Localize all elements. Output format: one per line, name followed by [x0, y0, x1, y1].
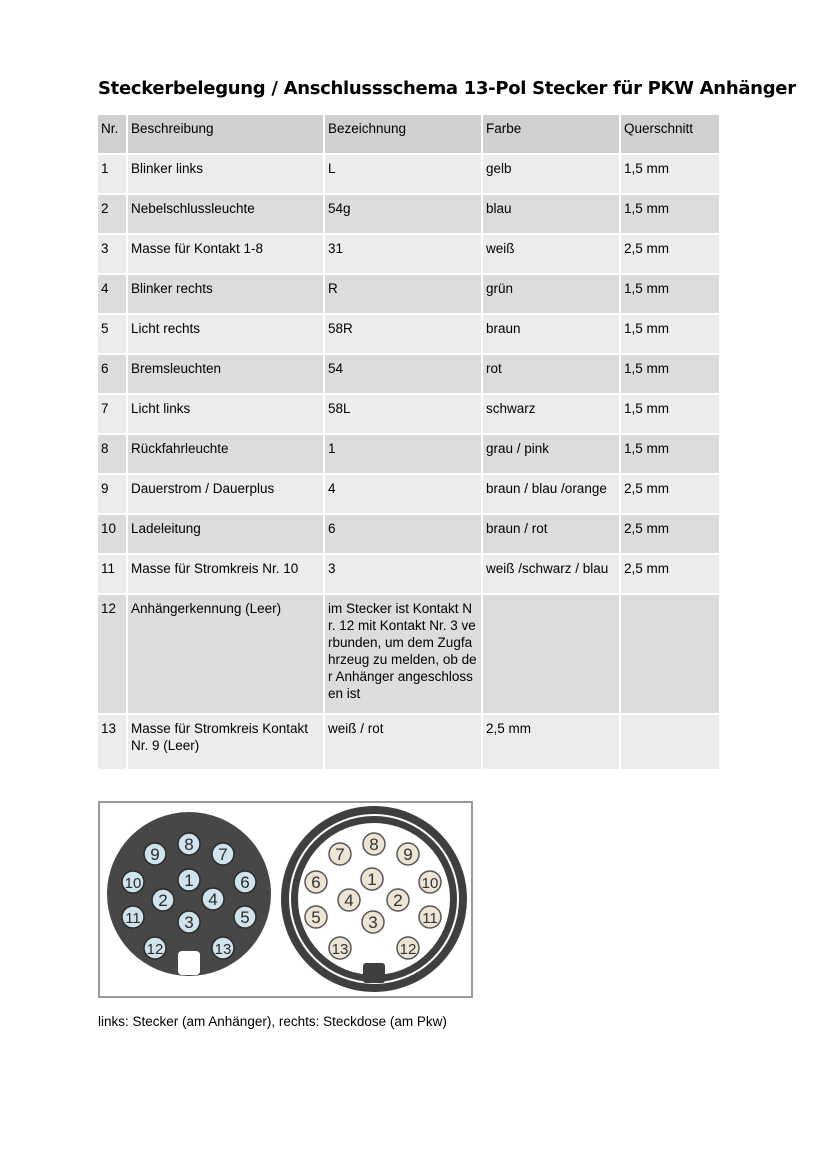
cell-querschnitt: 1,5 mm — [621, 275, 719, 315]
cell-querschnitt: 1,5 mm — [621, 155, 719, 195]
table-row — [98, 155, 719, 195]
cell-bezeichnung: 54g — [325, 195, 483, 235]
cell-beschreibung: Rückfahrleuchte — [128, 435, 325, 475]
cell-farbe: 2,5 mm — [483, 715, 621, 771]
cell-bezeichnung: 58R — [325, 315, 483, 355]
cell-querschnitt — [621, 595, 719, 715]
cell-beschreibung: Licht links — [128, 395, 325, 435]
cell-nr: 10 — [98, 515, 128, 555]
cell-nr: 12 — [98, 595, 128, 715]
cell-farbe: schwarz — [483, 395, 621, 435]
header-bezeichnung: Bezeichnung — [325, 115, 483, 155]
table-row — [98, 395, 719, 435]
table-row — [98, 555, 719, 595]
plug-drawing — [107, 812, 271, 976]
plug-pin-label-6: 6 — [240, 873, 250, 892]
pin-assignment-table — [98, 115, 719, 771]
cell-farbe: braun / blau /orange — [483, 475, 621, 515]
cell-bezeichnung: im Stecker ist Kontakt Nr. 12 mit Kontakt Nr. 3 verbunden, um dem Zugfahrzeug zu melden, ob der Anhänger angeschlossen ist — [325, 595, 483, 715]
table-row — [98, 595, 719, 715]
cell-farbe: grün — [483, 275, 621, 315]
table-header-row — [98, 115, 719, 155]
table-row — [98, 275, 719, 315]
plug-key-notch — [178, 951, 200, 975]
cell-querschnitt: 2,5 mm — [621, 235, 719, 275]
cell-farbe — [483, 595, 621, 715]
socket-pin-label-10: 10 — [421, 875, 439, 892]
socket-key — [363, 963, 385, 983]
table-row — [98, 195, 719, 235]
cell-beschreibung: Blinker rechts — [128, 275, 325, 315]
cell-beschreibung: Dauerstrom / Dauerplus — [128, 475, 325, 515]
cell-farbe: rot — [483, 355, 621, 395]
socket-pin-label-8: 8 — [369, 835, 379, 854]
socket-pin-label-9: 9 — [403, 845, 413, 864]
cell-beschreibung: Bremsleuchten — [128, 355, 325, 395]
connector-diagram — [98, 801, 473, 998]
cell-bezeichnung: 6 — [325, 515, 483, 555]
page-title: Steckerbelegung / Anschlussschema 13-Pol Stecker für PKW Anhänger — [98, 78, 796, 99]
cell-bezeichnung: 31 — [325, 235, 483, 275]
cell-nr: 4 — [98, 275, 128, 315]
cell-farbe: weiß — [483, 235, 621, 275]
cell-bezeichnung: 58L — [325, 395, 483, 435]
header-beschreibung: Beschreibung — [128, 115, 325, 155]
cell-nr: 6 — [98, 355, 128, 395]
cell-beschreibung: Licht rechts — [128, 315, 325, 355]
cell-beschreibung: Masse für Stromkreis Kontakt Nr. 9 (Leer) — [128, 715, 325, 771]
cell-querschnitt: 2,5 mm — [621, 475, 719, 515]
cell-bezeichnung: 4 — [325, 475, 483, 515]
socket-pin-label-5: 5 — [311, 908, 321, 927]
plug-pin-label-3: 3 — [184, 913, 194, 932]
table-row — [98, 515, 719, 555]
socket-drawing — [281, 806, 467, 992]
header-farbe: Farbe — [483, 115, 621, 155]
cell-beschreibung: Masse für Stromkreis Nr. 10 — [128, 555, 325, 595]
socket-pin-label-11: 11 — [422, 910, 438, 927]
cell-farbe: gelb — [483, 155, 621, 195]
plug-pin-label-11: 11 — [125, 910, 141, 927]
plug-pin-label-1: 1 — [184, 871, 194, 890]
cell-farbe: braun / rot — [483, 515, 621, 555]
plug-pin-label-5: 5 — [240, 908, 250, 927]
cell-farbe: blau — [483, 195, 621, 235]
plug-pin-label-10: 10 — [124, 875, 142, 892]
cell-querschnitt: 1,5 mm — [621, 355, 719, 395]
socket-pin-label-1: 1 — [367, 870, 377, 889]
cell-nr: 13 — [98, 715, 128, 771]
plug-pin-label-12: 12 — [146, 941, 164, 958]
cell-nr: 9 — [98, 475, 128, 515]
cell-beschreibung: Masse für Kontakt 1-8 — [128, 235, 325, 275]
cell-querschnitt: 1,5 mm — [621, 435, 719, 475]
cell-nr: 3 — [98, 235, 128, 275]
cell-querschnitt: 1,5 mm — [621, 315, 719, 355]
plug-pin-label-13: 13 — [214, 941, 232, 958]
cell-bezeichnung: R — [325, 275, 483, 315]
cell-nr: 7 — [98, 395, 128, 435]
socket-pin-label-12: 12 — [399, 941, 417, 958]
socket-pin-label-13: 13 — [331, 941, 349, 958]
cell-querschnitt: 1,5 mm — [621, 395, 719, 435]
cell-bezeichnung: 1 — [325, 435, 483, 475]
cell-beschreibung: Anhängerkennung (Leer) — [128, 595, 325, 715]
plug-pin-label-8: 8 — [184, 835, 194, 854]
table-row — [98, 315, 719, 355]
cell-beschreibung: Ladeleitung — [128, 515, 325, 555]
socket-pin-label-3: 3 — [368, 913, 378, 932]
socket-pin-label-4: 4 — [344, 891, 354, 910]
cell-beschreibung: Nebelschlussleuchte — [128, 195, 325, 235]
cell-nr: 11 — [98, 555, 128, 595]
cell-querschnitt: 1,5 mm — [621, 195, 719, 235]
plug-pin-label-2: 2 — [158, 891, 168, 910]
header-querschnitt: Querschnitt — [621, 115, 719, 155]
cell-farbe: braun — [483, 315, 621, 355]
cell-nr: 1 — [98, 155, 128, 195]
plug-pin-label-4: 4 — [208, 890, 218, 909]
cell-querschnitt: 2,5 mm — [621, 515, 719, 555]
cell-nr: 2 — [98, 195, 128, 235]
table-row — [98, 715, 719, 771]
plug-pin-label-9: 9 — [150, 845, 160, 864]
table-row — [98, 355, 719, 395]
cell-farbe: grau / pink — [483, 435, 621, 475]
cell-beschreibung: Blinker links — [128, 155, 325, 195]
cell-nr: 8 — [98, 435, 128, 475]
socket-pin-label-7: 7 — [335, 845, 345, 864]
diagram-caption: links: Stecker (am Anhänger), rechts: Steckdose (am Pkw) — [98, 1014, 447, 1029]
header-nr: Nr. — [98, 115, 128, 155]
cell-bezeichnung: 3 — [325, 555, 483, 595]
table-row — [98, 435, 719, 475]
table-row — [98, 235, 719, 275]
plug-pin-label-7: 7 — [218, 845, 228, 864]
cell-bezeichnung: weiß / rot — [325, 715, 483, 771]
cell-querschnitt — [621, 715, 719, 771]
table-row — [98, 475, 719, 515]
socket-pin-label-6: 6 — [311, 873, 321, 892]
cell-nr: 5 — [98, 315, 128, 355]
cell-bezeichnung: L — [325, 155, 483, 195]
socket-pin-label-2: 2 — [393, 891, 403, 910]
cell-querschnitt: 2,5 mm — [621, 555, 719, 595]
cell-bezeichnung: 54 — [325, 355, 483, 395]
cell-farbe: weiß /schwarz / blau — [483, 555, 621, 595]
